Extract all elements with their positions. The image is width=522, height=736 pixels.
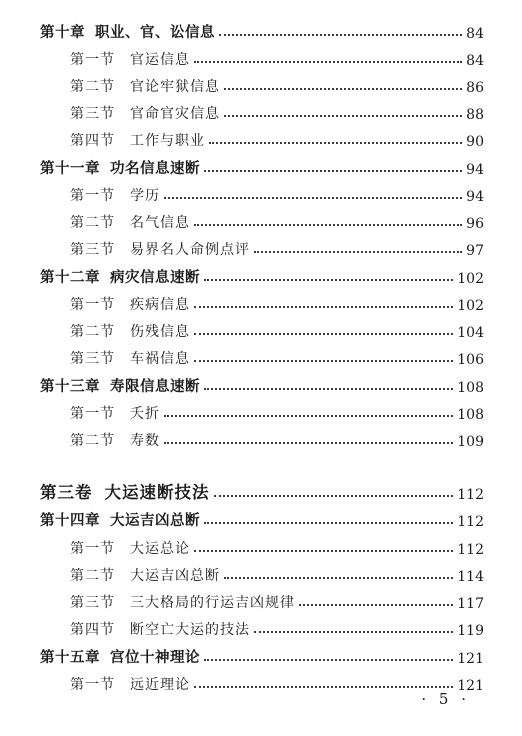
toc-entry-title: 大运吉凶总断 — [130, 568, 220, 584]
toc-entry-number: 第二节 — [70, 79, 115, 95]
toc-section-row — [70, 615, 484, 639]
toc-entry-number: 第十四章 — [40, 512, 100, 529]
toc-section-row — [70, 561, 484, 585]
toc-entry-number: 第一节 — [70, 541, 115, 557]
toc-entry-number: 第一节 — [70, 52, 115, 68]
toc-entry-title: 学历 — [130, 188, 160, 204]
toc-entry-number: 第三节 — [70, 106, 115, 122]
dot-leader — [204, 388, 453, 390]
toc-section-row — [70, 235, 484, 259]
toc-entry-number: 第一节 — [70, 188, 115, 204]
toc-entry-title: 官论牢狱信息 — [130, 79, 220, 95]
toc-entry-label — [70, 103, 220, 123]
toc-entry-number: 第一节 — [70, 677, 115, 693]
toc-entry-page: 112 — [457, 514, 484, 530]
toc-entry-title: 官命官灾信息 — [130, 106, 220, 122]
toc-entry-page: 106 — [457, 352, 484, 368]
toc-entry-number: 第二节 — [70, 215, 115, 231]
dot-leader — [204, 659, 453, 661]
toc-entry-label — [70, 403, 160, 423]
toc-entry-label — [40, 646, 200, 667]
dot-leader — [194, 360, 453, 362]
toc-chapter-row — [40, 506, 484, 530]
toc-entry-label — [70, 538, 190, 558]
toc-entry-label — [70, 294, 190, 314]
toc-entry-label — [70, 619, 250, 639]
toc-entry-label — [40, 21, 215, 42]
dot-leader — [164, 442, 453, 444]
toc-entry-title: 名气信息 — [130, 215, 190, 231]
toc-entry-title: 疾病信息 — [130, 297, 190, 313]
toc-entry-page: 86 — [466, 80, 484, 96]
toc-section-row — [70, 317, 484, 341]
toc-entry-label — [70, 239, 250, 259]
toc-entry-title: 寿限信息速断 — [110, 378, 200, 395]
toc-entry-page: 88 — [466, 107, 484, 123]
dot-leader — [164, 415, 453, 417]
toc-entry-page: 114 — [457, 569, 484, 585]
toc-entry-page: 109 — [457, 434, 484, 450]
dot-leader — [299, 604, 453, 606]
toc-entry-label — [40, 509, 200, 530]
dot-leader — [194, 686, 453, 688]
toc-section-row — [70, 45, 484, 69]
toc-entry-title: 功名信息速断 — [110, 160, 200, 177]
toc-entry-page: 94 — [466, 162, 484, 178]
toc-entry-number: 第三节 — [70, 595, 115, 611]
toc-entry-title: 伤残信息 — [130, 324, 190, 340]
toc-entry-page: 96 — [466, 216, 484, 232]
toc-entry-label — [70, 185, 160, 205]
toc-chapter-row — [40, 643, 484, 667]
toc-entry-number: 第十五章 — [40, 649, 100, 666]
dot-leader — [224, 115, 462, 117]
dot-leader — [194, 224, 462, 226]
toc-entry-page: 119 — [457, 623, 484, 639]
toc-entry-number: 第十一章 — [40, 160, 100, 177]
toc-volume-row — [40, 479, 484, 503]
toc-entry-label — [70, 674, 190, 694]
dot-leader — [194, 333, 453, 335]
toc-entry-page: 90 — [466, 134, 484, 150]
toc-entry-label — [40, 157, 200, 178]
toc-entry-label — [70, 592, 295, 612]
toc-entry-page: 102 — [457, 298, 484, 314]
toc-entry-number: 第十二章 — [40, 269, 100, 286]
dot-leader — [254, 631, 453, 633]
dot-leader — [209, 142, 462, 144]
dot-leader — [224, 88, 462, 90]
toc-entry-label — [40, 479, 210, 503]
toc-section-row — [70, 208, 484, 232]
toc-section-row — [70, 72, 484, 96]
toc-entry-title: 大运速断技法 — [104, 483, 210, 502]
toc-entry-title: 官运信息 — [130, 52, 190, 68]
toc-entry-label — [40, 375, 200, 396]
dot-leader — [194, 306, 453, 308]
toc-entry-page: 121 — [457, 651, 484, 667]
toc-chapter-row — [40, 263, 484, 287]
dot-leader — [204, 170, 462, 172]
toc-entry-title: 工作与职业 — [130, 133, 205, 149]
toc-entry-label — [70, 430, 160, 450]
dot-leader — [204, 522, 453, 524]
toc-entry-number: 第三卷 — [40, 483, 93, 502]
toc-entry-page: 117 — [457, 596, 484, 612]
toc-entry-title: 夭折 — [130, 406, 160, 422]
toc-section-row — [70, 426, 484, 450]
toc-entry-number: 第三节 — [70, 242, 115, 258]
toc-entry-title: 大运总论 — [130, 541, 190, 557]
toc-section-row — [70, 290, 484, 314]
toc-entry-label — [70, 130, 205, 150]
toc-entry-number: 第十三章 — [40, 378, 100, 395]
dot-leader — [194, 550, 453, 552]
page-number: · 5 · — [421, 690, 470, 708]
toc-entry-page: 104 — [457, 325, 484, 341]
toc-entry-title: 职业、官、讼信息 — [95, 24, 215, 41]
toc-section-row — [70, 344, 484, 368]
toc-entry-label — [70, 321, 190, 341]
dot-leader — [164, 197, 462, 199]
toc-section-row — [70, 588, 484, 612]
dot-leader — [214, 495, 454, 497]
toc-entry-page: 108 — [457, 380, 484, 396]
toc-entry-page: 97 — [466, 243, 484, 259]
toc-chapter-row — [40, 154, 484, 178]
toc-entry-title: 三大格局的行运吉凶规律 — [130, 595, 295, 611]
toc-entry-page: 84 — [466, 26, 484, 42]
toc-chapter-row — [40, 372, 484, 396]
dot-leader — [254, 251, 462, 253]
toc-entry-page: 102 — [457, 271, 484, 287]
toc-entry-title: 车祸信息 — [130, 351, 190, 367]
toc-entry-number: 第二节 — [70, 433, 115, 449]
toc-entry-number: 第一节 — [70, 406, 115, 422]
toc-entry-label — [70, 348, 190, 368]
toc-section-row — [70, 534, 484, 558]
toc-entry-number: 第一节 — [70, 297, 115, 313]
toc-section-row — [70, 399, 484, 423]
toc-entry-title: 远近理论 — [130, 677, 190, 693]
toc-entry-number: 第四节 — [70, 622, 115, 638]
toc-entry-page: 112 — [457, 542, 484, 558]
toc-entry-title: 大运吉凶总断 — [110, 512, 200, 529]
toc-entry-label — [70, 212, 190, 232]
toc-entry-number: 第十章 — [40, 24, 85, 41]
dot-leader — [204, 279, 453, 281]
toc-entry-page: 108 — [457, 407, 484, 423]
toc-entry-number: 第三节 — [70, 351, 115, 367]
toc-entry-label — [70, 49, 190, 69]
toc-entry-page: 84 — [466, 53, 484, 69]
toc-entry-title: 断空亡大运的技法 — [130, 622, 250, 638]
toc-section-row — [70, 181, 484, 205]
toc-section-row — [70, 126, 484, 150]
toc-entry-title: 宫位十神理论 — [110, 649, 200, 666]
toc-entry-number: 第四节 — [70, 133, 115, 149]
toc-entry-label — [70, 76, 220, 96]
toc-entry-page: 94 — [466, 189, 484, 205]
dot-leader — [194, 61, 462, 63]
dot-leader — [224, 577, 453, 579]
toc-entry-title: 易界名人命例点评 — [130, 242, 250, 258]
toc-section-row — [70, 99, 484, 123]
toc-entry-number: 第二节 — [70, 324, 115, 340]
toc-entry-label — [40, 266, 200, 287]
toc-entry-title: 病灾信息速断 — [110, 269, 200, 286]
toc-entry-number: 第二节 — [70, 568, 115, 584]
toc-entry-title: 寿数 — [130, 433, 160, 449]
toc-entry-page: 112 — [457, 487, 484, 503]
toc-chapter-row — [40, 18, 484, 42]
toc-entry-label — [70, 565, 220, 585]
dot-leader — [219, 34, 462, 36]
toc-entry-page: 121 — [457, 678, 484, 694]
